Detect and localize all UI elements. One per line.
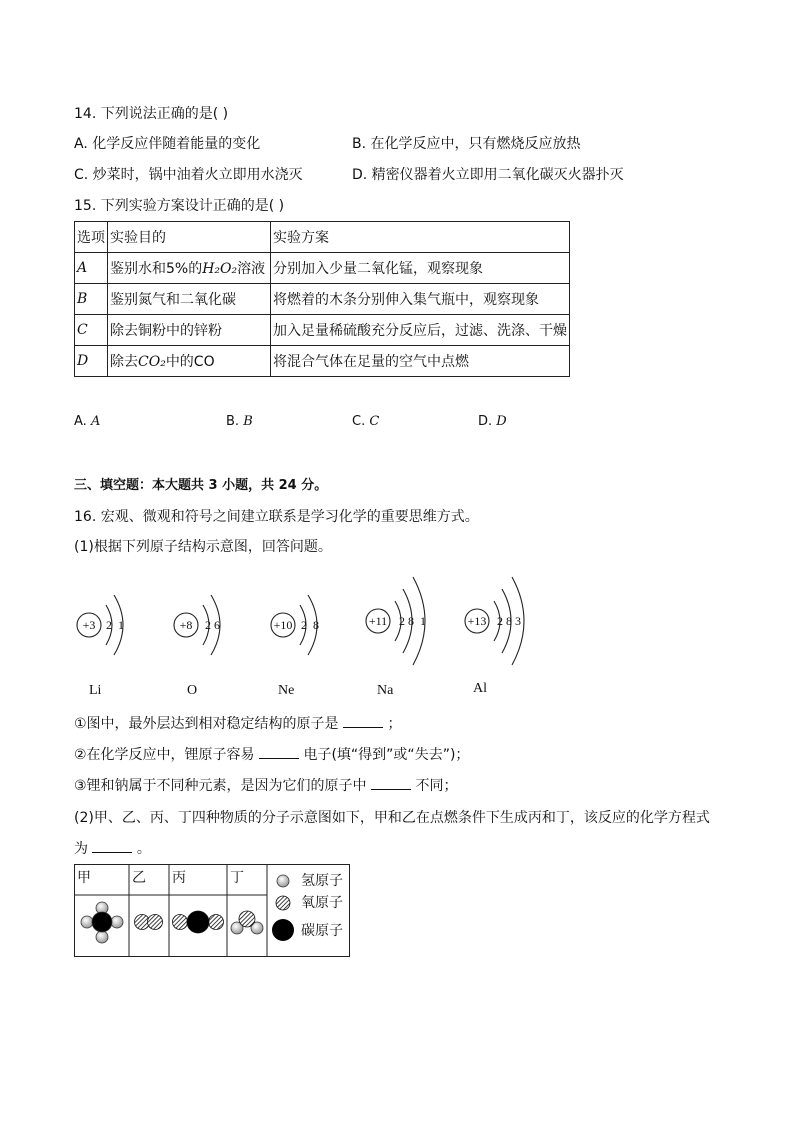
atom-li-shells: 2 1 [106, 618, 124, 632]
q14-option-a: A. 化学反应伴随着能量的变化 [74, 136, 261, 152]
q16-part2-line1: (2)甲、乙、丙、丁四种物质的分子示意图如下，甲和乙在点燃条件下生成丙和丁，该反应的化学方程式 [74, 810, 710, 826]
atom-structure-diagrams [60, 565, 560, 675]
atom-na-nucleus: +11 [368, 614, 388, 628]
legend-oxygen-icon [276, 896, 290, 910]
answer-blank[interactable] [259, 746, 299, 759]
molecule-bing [173, 911, 224, 933]
q16-sub2: ②在化学反应中，锂原子容易 电子(填“得到”或“失去”)； [74, 747, 470, 763]
q14-option-c: C. 炒菜时，锅中油着火立即用水浇灭 [74, 167, 303, 183]
table-row [75, 253, 570, 284]
molecule-ding [231, 911, 263, 934]
answer-blank[interactable] [343, 715, 383, 728]
legend-oxygen-label: 氧原子 [301, 895, 343, 911]
row-goal: 除去CO₂中的CO [108, 346, 271, 377]
legend-carbon-label: 碳原子 [301, 923, 343, 939]
answer-blank[interactable] [92, 840, 132, 853]
molecule-yi [135, 915, 163, 930]
q15-choice-b: B. B [226, 414, 253, 429]
q16-stem: 16. 宏观、微观和符号之间建立联系是学习化学的重要思维方式。 [74, 509, 479, 525]
molecule-jia [81, 902, 123, 943]
atom-li-nucleus: +3 [82, 618, 96, 632]
mol-header-ding: 丁 [230, 870, 244, 886]
q15-choice-a: A. A [74, 414, 101, 429]
atom-na-shells: 2 8 1 [399, 614, 426, 628]
atom-label-na: Na [377, 683, 394, 698]
table-header-row [75, 222, 570, 253]
atom-label-ne: Ne [278, 683, 295, 698]
q15-stem: 15. 下列实验方案设计正确的是( ) [74, 198, 285, 214]
row-key: D [75, 346, 108, 377]
q14-option-d: D. 精密仪器着火立即用二氧化碳灭火器扑灭 [352, 167, 624, 183]
atom-al-nucleus: +13 [467, 614, 487, 628]
table-row [75, 284, 570, 315]
row-goal: 除去铜粉中的锌粉 [108, 315, 271, 346]
q15-choice-d: D. D [478, 414, 507, 429]
row-key: A [75, 253, 108, 284]
q15-choice-c: C. C [352, 414, 380, 429]
header-plan: 实验方案 [271, 222, 570, 253]
atom-ne-shells: 2 8 [301, 618, 319, 632]
row-plan: 加入足量稀硫酸充分反应后，过滤、洗涤、干燥 [271, 315, 570, 346]
header-goal: 实验目的 [108, 222, 271, 253]
q14-option-b: B. 在化学反应中，只有燃烧反应放热 [352, 136, 581, 152]
mol-header-yi: 乙 [132, 870, 146, 886]
row-goal: 鉴别水和5%的H₂O₂溶液 [108, 253, 271, 284]
row-plan: 将混合气体在足量的空气中点燃 [271, 346, 570, 377]
q16-sub1: ①图中，最外层达到相对稳定结构的原子是 ； [74, 716, 402, 732]
atom-label-al: Al [473, 681, 487, 696]
legend [272, 873, 343, 941]
atom-ne-nucleus: +10 [273, 618, 293, 632]
row-plan: 分别加入少量二氧化锰，观察现象 [271, 253, 570, 284]
atom-al-shells: 2 8 3 [497, 614, 521, 628]
atom-o-shells: 2 6 [205, 618, 220, 632]
header-option: 选项 [75, 222, 108, 253]
q16-sub3: ③锂和钠属于不同种元素，是因为它们的原子中 不同； [74, 778, 458, 794]
q16-part2-line2: 为 。 [74, 841, 151, 857]
atom-o-nucleus: +8 [179, 618, 193, 632]
table-row [75, 315, 570, 346]
row-goal: 鉴别氮气和二氧化碳 [108, 284, 271, 315]
q15-table [74, 221, 570, 377]
legend-carbon-icon [272, 919, 294, 941]
row-key: B [75, 284, 108, 315]
atom-label-o: O [187, 683, 198, 698]
answer-blank[interactable] [371, 777, 411, 790]
mol-header-bing: 丙 [172, 870, 186, 886]
row-key: C [75, 315, 108, 346]
legend-hydrogen-icon [277, 875, 289, 887]
atom-label-li: Li [89, 683, 102, 698]
q16-part1: (1)根据下列原子结构示意图，回答问题。 [74, 539, 332, 555]
row-plan: 将燃着的木条分别伸入集气瓶中，观察现象 [271, 284, 570, 315]
section-heading: 三、填空题：本大题共 3 小题，共 24 分。 [74, 478, 328, 493]
mol-header-jia: 甲 [77, 870, 91, 886]
legend-hydrogen-label: 氢原子 [301, 873, 343, 889]
molecule-table [74, 864, 354, 958]
q14-stem: 14. 下列说法正确的是( ) [74, 106, 229, 122]
table-row [75, 346, 570, 377]
